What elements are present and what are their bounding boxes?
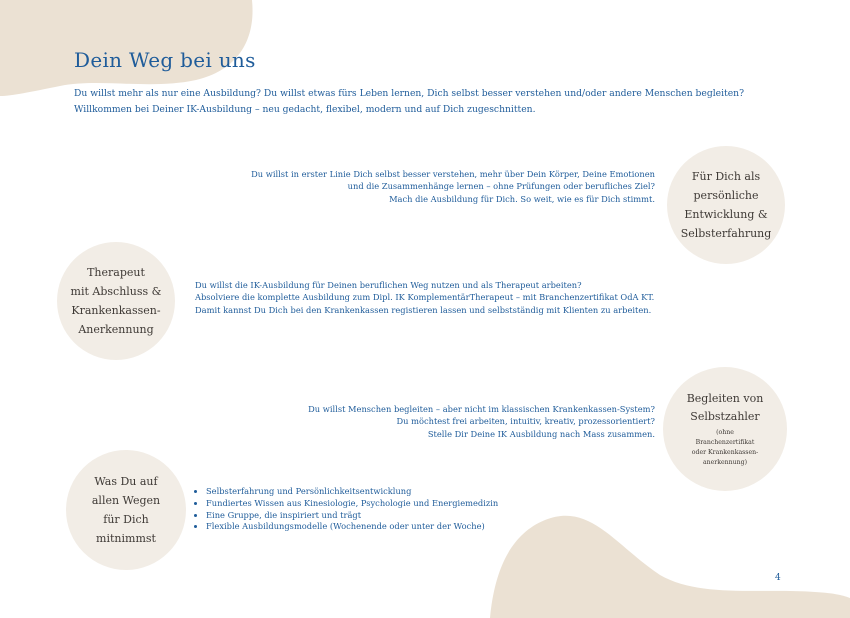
text-line: Du willst Menschen begleiten – aber nicht im klassischen Krankenkassen-System?	[308, 404, 655, 414]
circle-label: mitnimmst	[96, 532, 156, 545]
list-item: • Selbsterfahrung und Persönlichkeitsentwicklung	[206, 486, 498, 498]
circle-label: Entwicklung &	[684, 208, 768, 221]
intro-text	[74, 86, 774, 117]
circle-takeaway	[66, 450, 186, 570]
circle-label: Anerkennung	[78, 323, 154, 336]
circle-label: Therapeut	[87, 266, 145, 279]
circle-label: mit Abschluss &	[70, 285, 162, 298]
text-line: Stelle Dir Deine IK Ausbildung nach Mass zusammen.	[427, 428, 655, 439]
circle-note-line: anerkennung)	[702, 459, 747, 466]
circle-label: Begleiten von	[686, 392, 764, 405]
circle-label: Für Dich als	[691, 170, 761, 183]
text-line: Du willst die IK-Ausbildung für Deinen beruflichen Weg nutzen und als Therapeut arbeiten?	[195, 280, 582, 290]
text-line: und die Zusammenhänge lernen – ohne Prüfungen oder berufliches Ziel?	[347, 181, 655, 192]
text-line: Damit kannst Du Dich bei den Krankenkassen registieren lassen und selbstständig mit Klienten zu arbeiten.	[195, 304, 652, 315]
circle-personal-development	[667, 146, 785, 264]
text-line: Du willst in erster Linie Dich selbst besser verstehen, mehr über Dein Körper, Deine Emotionen	[251, 169, 655, 179]
circle-note-line: (ohne	[716, 429, 734, 436]
page-title: Dein Weg bei uns	[74, 48, 256, 72]
circle-label: persönliche	[693, 189, 759, 202]
list-item: • Flexible Ausbildungsmodelle (Wochenende oder unter der Woche)	[206, 521, 498, 533]
bottom-right-blob	[490, 516, 850, 618]
circle-therapist	[57, 242, 175, 360]
list-item: • Fundiertes Wissen aus Kinesiologie, Psychologie und Energiemedizin	[206, 498, 498, 510]
self-payers-text	[308, 403, 655, 440]
circle-note-line: Branchenzertifikat	[695, 439, 755, 446]
text-line: Absolviere die komplette Ausbildung zum Dipl. IK KomplementärTherapeut – mit Branchenzertifikat OdA KT.	[195, 292, 655, 303]
circle-label: für Dich	[103, 513, 149, 526]
circle-note-line: oder Krankenkassen-	[691, 449, 759, 456]
circle-label: allen Wegen	[91, 494, 161, 507]
text-line: Du möchtest frei arbeiten, intuitiv, kreativ, prozessorientiert?	[396, 416, 655, 427]
circle-self-payers	[663, 367, 787, 491]
takeaway-list	[196, 486, 498, 533]
list-item: • Eine Gruppe, die inspiriert und trägt	[206, 510, 498, 522]
intro-line: Du willst mehr als nur eine Ausbildung? Du willst etwas fürs Leben lernen, Dich selbst besser verstehen und/oder andere Menschen begleiten?	[74, 88, 745, 99]
page-number: 4	[775, 573, 781, 583]
circle-label: Krankenkassen-	[71, 304, 161, 317]
circle-label: Was Du auf	[94, 475, 158, 488]
circle-label: Selbstzahler	[690, 410, 760, 423]
intro-line: Willkommen bei Deiner IK-Ausbildung – neu gedacht, flexibel, modern und auf Dich zugeschnitten.	[74, 103, 536, 115]
text-line: Mach die Ausbildung für Dich. So weit, wie es für Dich stimmt.	[389, 193, 655, 204]
circle-note	[692, 428, 758, 468]
therapist-text	[195, 279, 654, 316]
personal-development-text	[251, 168, 655, 205]
circle-label: Selbsterfahrung	[680, 227, 772, 240]
